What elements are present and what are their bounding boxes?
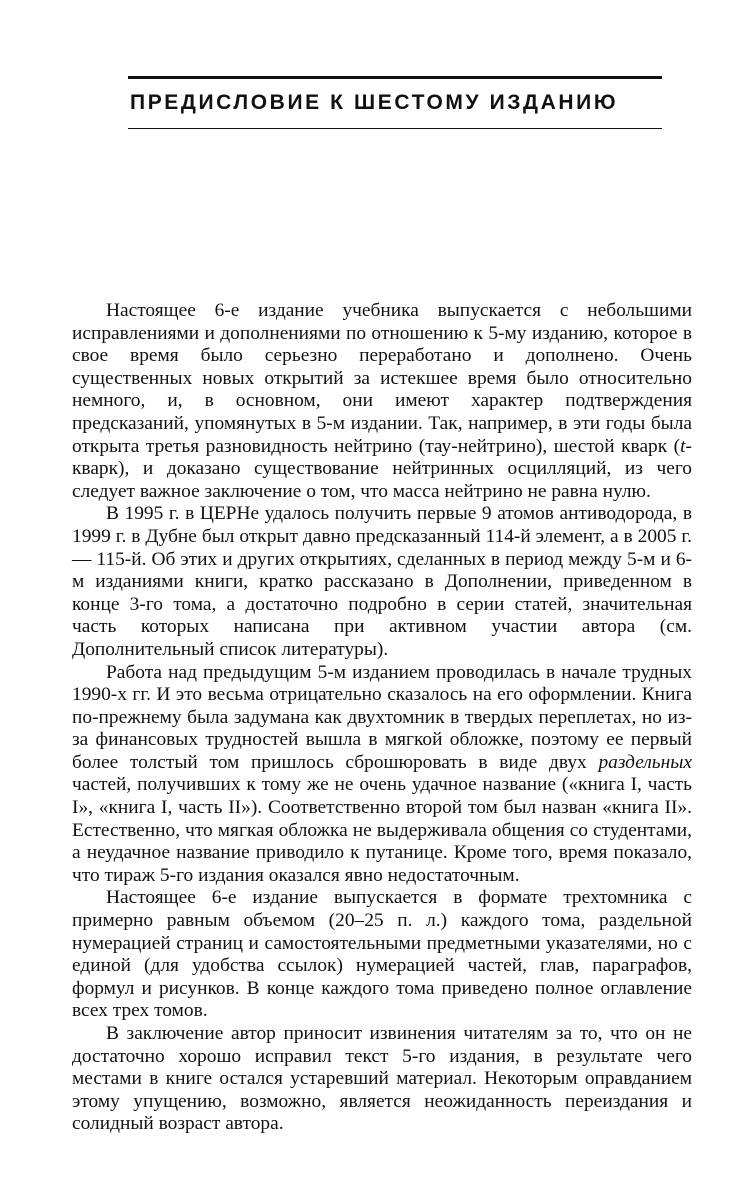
title-bottom-rule: [128, 128, 662, 129]
paragraph-text: Настоящее 6-е издание учебника выпускается с небольшими исправлениями и дополнениями по отношению к 5-му изданию, которое в свое время было серьезно переработано и дополнено. Очень существенных новых открытий за истекшее время было относительно немного, и, в основном, они имеют характер подтверждения предсказаний, упомянутых в 5-м издании. Так, например, в эти годы была открыта третья разновидность нейтрино (тау-нейтрино), шестой кварк (: [72, 300, 692, 457]
paragraph-text: В 1995 г. в ЦЕРНе удалось получить первые 9 атомов антиводорода, в 1999 г. в Дубне был открыт давно предсказанный 114-й элемент, а в 2005 г. — 115-й. Об этих и других открытиях, сделанных в период между 5-м и 6-м изданиями книги, кратко рассказано в Дополнении, приведенном в конце 3-го тома, а достаточно подробно в серии статей, значительная часть которых написана при активном участии автора (см. Дополнительный список литературы).: [72, 503, 692, 660]
paragraph: [72, 1023, 692, 1136]
italic-text: t: [680, 435, 686, 457]
paragraph: [72, 887, 692, 1023]
paragraph-text: частей, получивших к тому же не очень удачное название («книга I, часть I», «книга I, часть II»). Соответственно второй том был назван «книга II». Естественно, что мягкая обложка не выдерживала общения со студентами, а неудачное название приводило к путанице. Кроме того, время показало, что тираж 5-го издания оказался явно недостаточным.: [72, 774, 692, 886]
paragraph-text: В заключение автор приносит извинения читателям за то, что он не достаточно хорошо исправил текст 5-го издания, в результате чего местами в книге остался устаревший материал. Некоторым оправданием этому упущению, возможно, является неожиданность переиздания и солидный возраст автора.: [72, 1023, 692, 1135]
paragraph: [72, 662, 692, 888]
paragraph-text: Настоящее 6-е издание выпускается в формате трехтомника с примерно равным объемом (20–25 п. л.) каждого тома, раздельной нумерацией страниц и самостоятельными предметными указателями, но с единой (для удобства ссылок) нумерацией частей, глав, параграфов, формул и рисунков. В конце каждого тома приведено полное оглавление всех трех томов.: [72, 887, 692, 1022]
paragraph: [72, 503, 692, 661]
paragraph: [72, 300, 692, 503]
italic-text: раздельных: [598, 751, 692, 773]
paragraph-text: Работа над предыдущим 5-м изданием проводилась в начале трудных 1990-х гг. И это весьма отрицательно сказалось на его оформлении. Книга по-прежнему была задумана как двухтомник в твердых переплетах, но из-за финансовых трудностей вышла в мягкой обложке, поэтому ее первый более толстый том пришлось сброшюровать в виде двух: [72, 661, 692, 773]
preface-body: [72, 300, 692, 1136]
paragraph-text: -кварк), и доказано существование нейтринных осцилляций, из чего следует важное заключение о том, что масса нейтрино не равна нулю.: [72, 435, 692, 502]
title-top-rule: [128, 76, 662, 79]
chapter-title: ПРЕДИСЛОВИЕ К ШЕСТОМУ ИЗДАНИЮ: [130, 91, 619, 114]
